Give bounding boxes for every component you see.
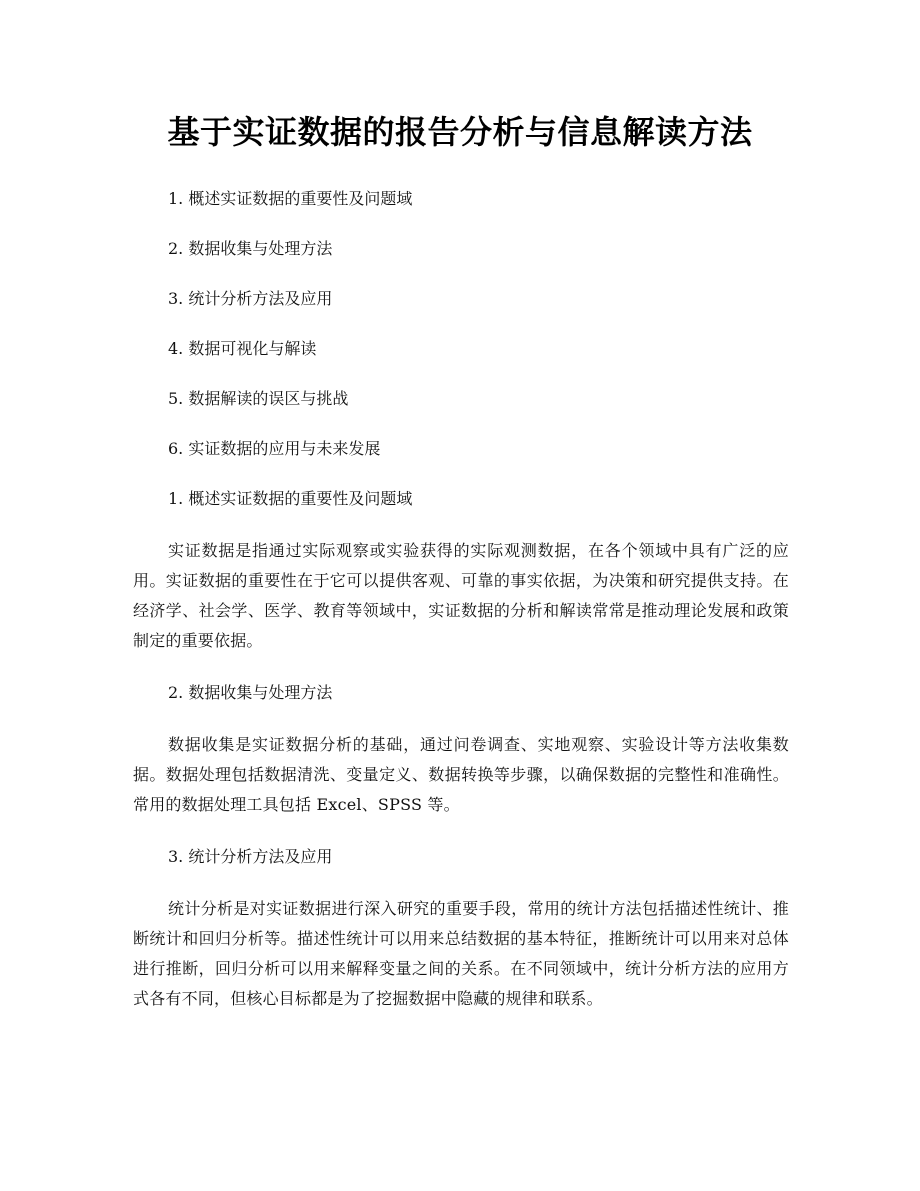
document-title: 基于实证数据的报告分析与信息解读方法: [167, 113, 753, 151]
section-heading: 2. 数据收集与处理方法: [168, 683, 333, 702]
toc-item: 2. 数据收集与处理方法: [168, 239, 333, 258]
toc-item: 4. 数据可视化与解读: [168, 339, 317, 358]
toc-item: 1. 概述实证数据的重要性及问题域: [168, 189, 413, 208]
toc-item: 6. 实证数据的应用与未来发展: [168, 439, 381, 458]
section-heading: 1. 概述实证数据的重要性及问题域: [168, 489, 413, 508]
section-paragraph: 实证数据是指通过实际观察或实验获得的实际观测数据，在各个领域中具有广泛的应用。实证数据的重要性在于它可以提供客观、可靠的事实依据，为决策和研究提供支持。在经济学、社会学、医学、教育等领域中，实证数据的分析和解读常常是推动理论发展和政策制定的重要依据。: [133, 541, 789, 650]
document-body: [133, 486, 789, 1038]
section-paragraph: 数据收集是实证数据分析的基础，通过问卷调查、实地观察、实验设计等方法收集数据。数据处理包括数据清洗、变量定义、数据转换等步骤，以确保数据的完整性和准确性。常用的数据处理工具包括 Excel、SPSS 等。: [133, 735, 789, 814]
section-heading: 3. 统计分析方法及应用: [168, 847, 333, 866]
table-of-contents: [168, 186, 412, 486]
section-paragraph: 统计分析是对实证数据进行深入研究的重要手段，常用的统计方法包括描述性统计、推断统计和回归分析等。描述性统计可以用来总结数据的基本特征，推断统计可以用来对总体进行推断，回归分析可以用来解释变量之间的关系。在不同领域中，统计分析方法的应用方式各有不同，但核心目标都是为了挖掘数据中隐藏的规律和联系。: [133, 899, 789, 1008]
toc-item: 5. 数据解读的误区与挑战: [168, 389, 349, 408]
toc-item: 3. 统计分析方法及应用: [168, 289, 333, 308]
